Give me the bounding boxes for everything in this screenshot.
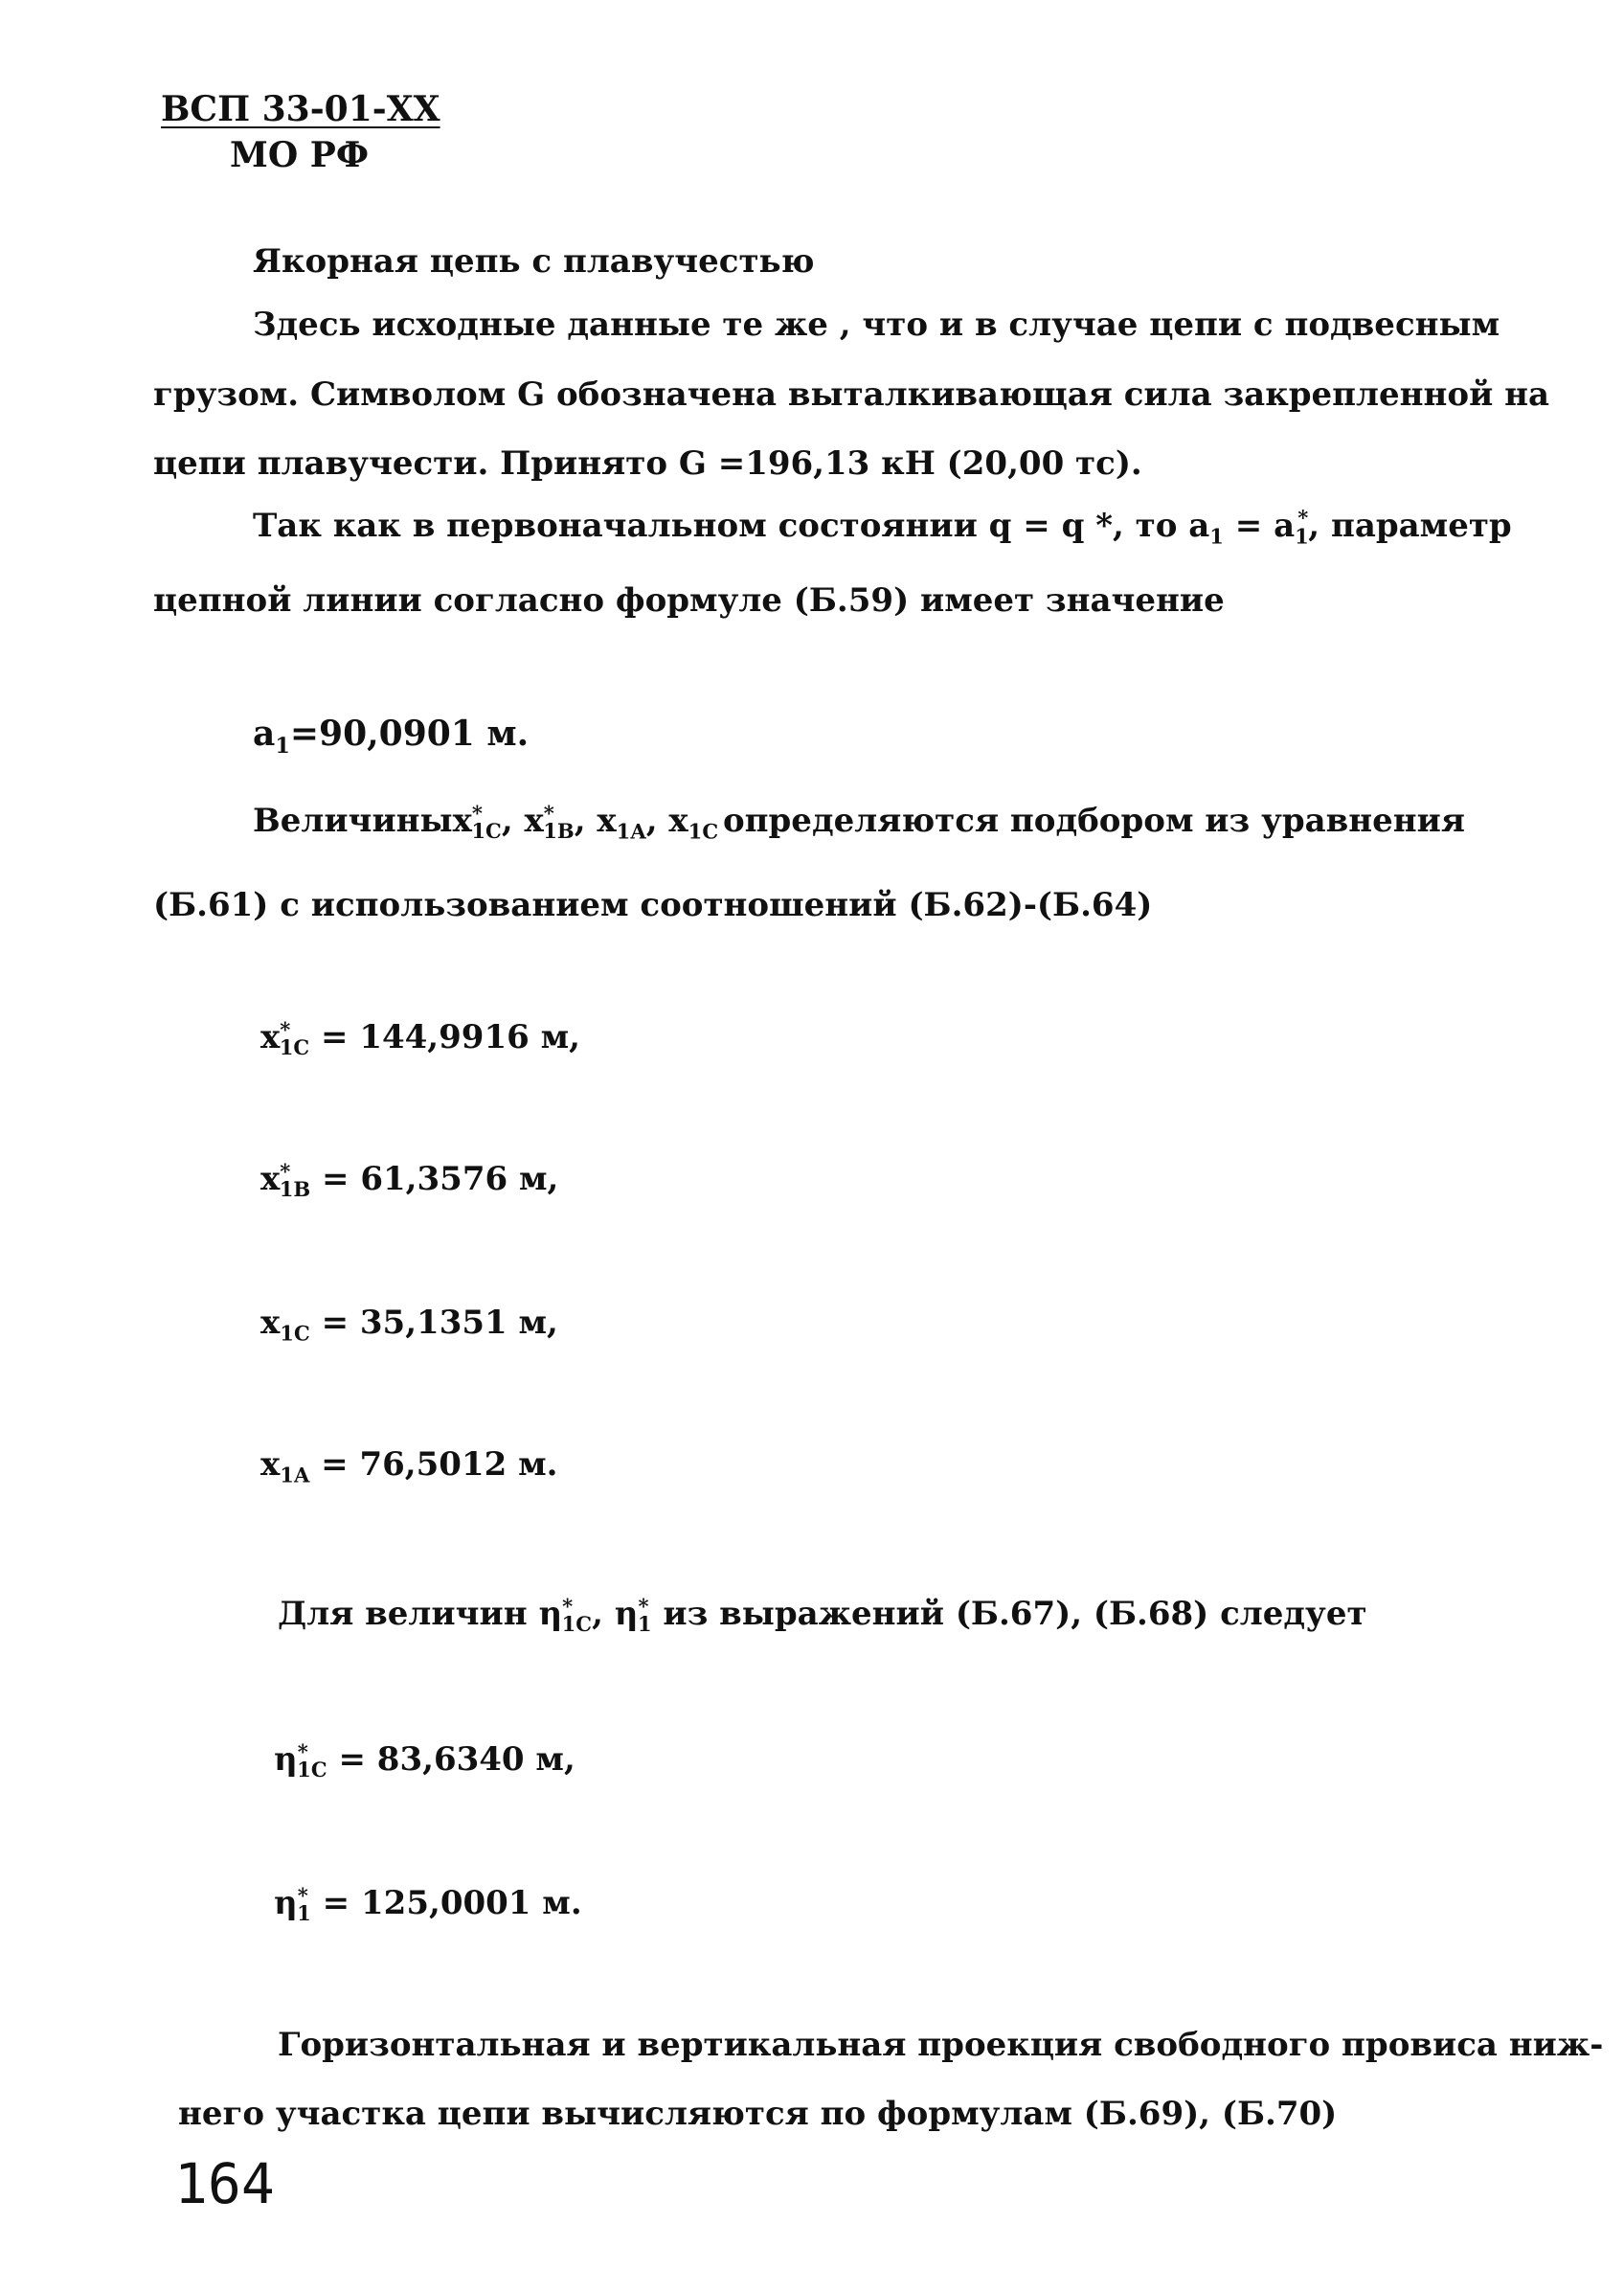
formula-value: = 35,1351 м,	[309, 1304, 558, 1342]
formula-symbol: x	[260, 1018, 281, 1056]
paragraph-intro-line-3: цепи плавучести. Принято G =196,13 кН (20,00 тс).	[153, 444, 1142, 483]
var-x1c-sub: 1C	[688, 819, 719, 844]
formula-value: = 144,9916 м,	[309, 1018, 580, 1056]
var-x1b-star-sup: *	[543, 801, 554, 826]
initial-state-text-c: , параметр	[1308, 507, 1512, 545]
separator: ,	[574, 802, 586, 840]
paragraph-quantities-line-2: (Б.61) с использованием соотношений (Б.62)-(Б.64)	[153, 886, 1153, 924]
formula-value: = 76,5012 м.	[309, 1445, 558, 1484]
formula-eta1c-star	[274, 1739, 575, 1781]
paragraph-intro-line-1: Здесь исходные данные те же , что и в случае цепи с подвесным	[253, 306, 1500, 344]
paragraph-intro	[153, 305, 1550, 485]
var-x1b-star-sub: 1B	[543, 819, 575, 844]
paragraph-projection-line-1: Горизонтальная и вертикальная проекция свободного провиса ниж-	[278, 2026, 1604, 2064]
formula-sub: 1B	[279, 1177, 311, 1202]
formula-sub: 1	[297, 1901, 311, 1926]
var-x1b-star-symbol: x	[524, 802, 544, 840]
formula-symbol: η	[274, 1740, 298, 1779]
formula-sub: 1C	[297, 1758, 327, 1782]
initial-state-sub-2: 1	[1295, 524, 1309, 549]
paragraph-initial-state-line-2: цепной линии согласно формуле (Б.59) имеет значение	[153, 581, 1225, 620]
formula-eta1-star	[274, 1883, 582, 1924]
initial-state-sup-2: *	[1297, 506, 1309, 531]
formula-sub: 1A	[280, 1463, 310, 1487]
quantities-tail: определяются подбором из уравнения	[722, 802, 1465, 840]
paragraph-eta	[278, 1594, 1367, 1635]
section-title: Якорная цепь с плавучестью	[253, 242, 815, 281]
formula-sup: *	[280, 1159, 291, 1184]
formula-symbol: x	[260, 1304, 281, 1342]
var-x1c-star-symbol: x	[452, 802, 472, 840]
var-x1a-sub: 1A	[616, 819, 646, 844]
paragraph-projection-line-2: него участка цепи вычисляются по формулам (Б.69), (Б.70)	[178, 2095, 1338, 2133]
separator: ,	[501, 802, 513, 840]
initial-state-text-b: = a	[1223, 507, 1296, 545]
initial-state-sub-1: 1	[1209, 524, 1224, 549]
paragraph-quantities	[253, 801, 1465, 842]
separator: ,	[645, 802, 658, 840]
formula-sup: *	[280, 1017, 291, 1042]
paragraph-initial-state	[253, 506, 1512, 549]
var-x1c-star-sup: *	[471, 801, 483, 826]
eta-tail: из выражений (Б.67), (Б.68) следует	[651, 1595, 1367, 1633]
formula-sup: *	[297, 1883, 308, 1908]
formula-sub: 1C	[279, 1035, 310, 1060]
formula-symbol: x	[260, 1445, 281, 1484]
page-number: 164	[174, 2151, 275, 2216]
formula-value: = 61,3576 м,	[310, 1160, 559, 1198]
document-organization: МО РФ	[230, 135, 369, 175]
formula-x1c-star	[260, 1017, 580, 1058]
var-x1c-star-sub: 1C	[471, 819, 502, 844]
formula-a1-subscript: 1	[275, 733, 290, 759]
formula-a1	[253, 713, 530, 759]
eta-1-sup: *	[638, 1594, 649, 1619]
eta-lead: Для величин	[278, 1595, 539, 1633]
formula-symbol: x	[260, 1160, 281, 1198]
paragraph-projection	[178, 2025, 1604, 2066]
formula-a1-value: =90,0901 м.	[289, 714, 530, 754]
var-x1c-symbol: x	[668, 802, 688, 840]
formula-x1a	[260, 1444, 557, 1486]
initial-state-text-a: Так как в первоначальном состоянии q = q *, то a	[253, 507, 1210, 545]
formula-value: = 125,0001 м.	[310, 1884, 582, 1922]
eta-1c-sub: 1C	[561, 1612, 593, 1637]
separator: ,	[592, 1595, 615, 1633]
formula-x1b-star	[260, 1159, 558, 1200]
formula-symbol: η	[274, 1884, 298, 1922]
formula-a1-symbol: a	[253, 714, 276, 754]
paragraph-initial-state-line-1	[253, 506, 1512, 549]
quantities-lead: Величины	[253, 802, 453, 840]
formula-sub: 1C	[280, 1321, 310, 1346]
document-code: ВСП 33-01-ХХ	[161, 89, 440, 129]
eta-1c-symbol: η	[538, 1595, 563, 1633]
eta-1-symbol: η	[614, 1595, 639, 1633]
eta-1-sub: 1	[637, 1612, 652, 1637]
formula-x1c	[260, 1303, 558, 1344]
formula-sup: *	[297, 1739, 308, 1764]
var-x1a-symbol: x	[597, 802, 617, 840]
formula-value: = 83,6340 м,	[327, 1740, 575, 1779]
paragraph-intro-line-2: грузом. Символом G обозначена выталкивающая сила закрепленной на	[153, 374, 1550, 414]
eta-1c-sup: *	[562, 1594, 574, 1619]
